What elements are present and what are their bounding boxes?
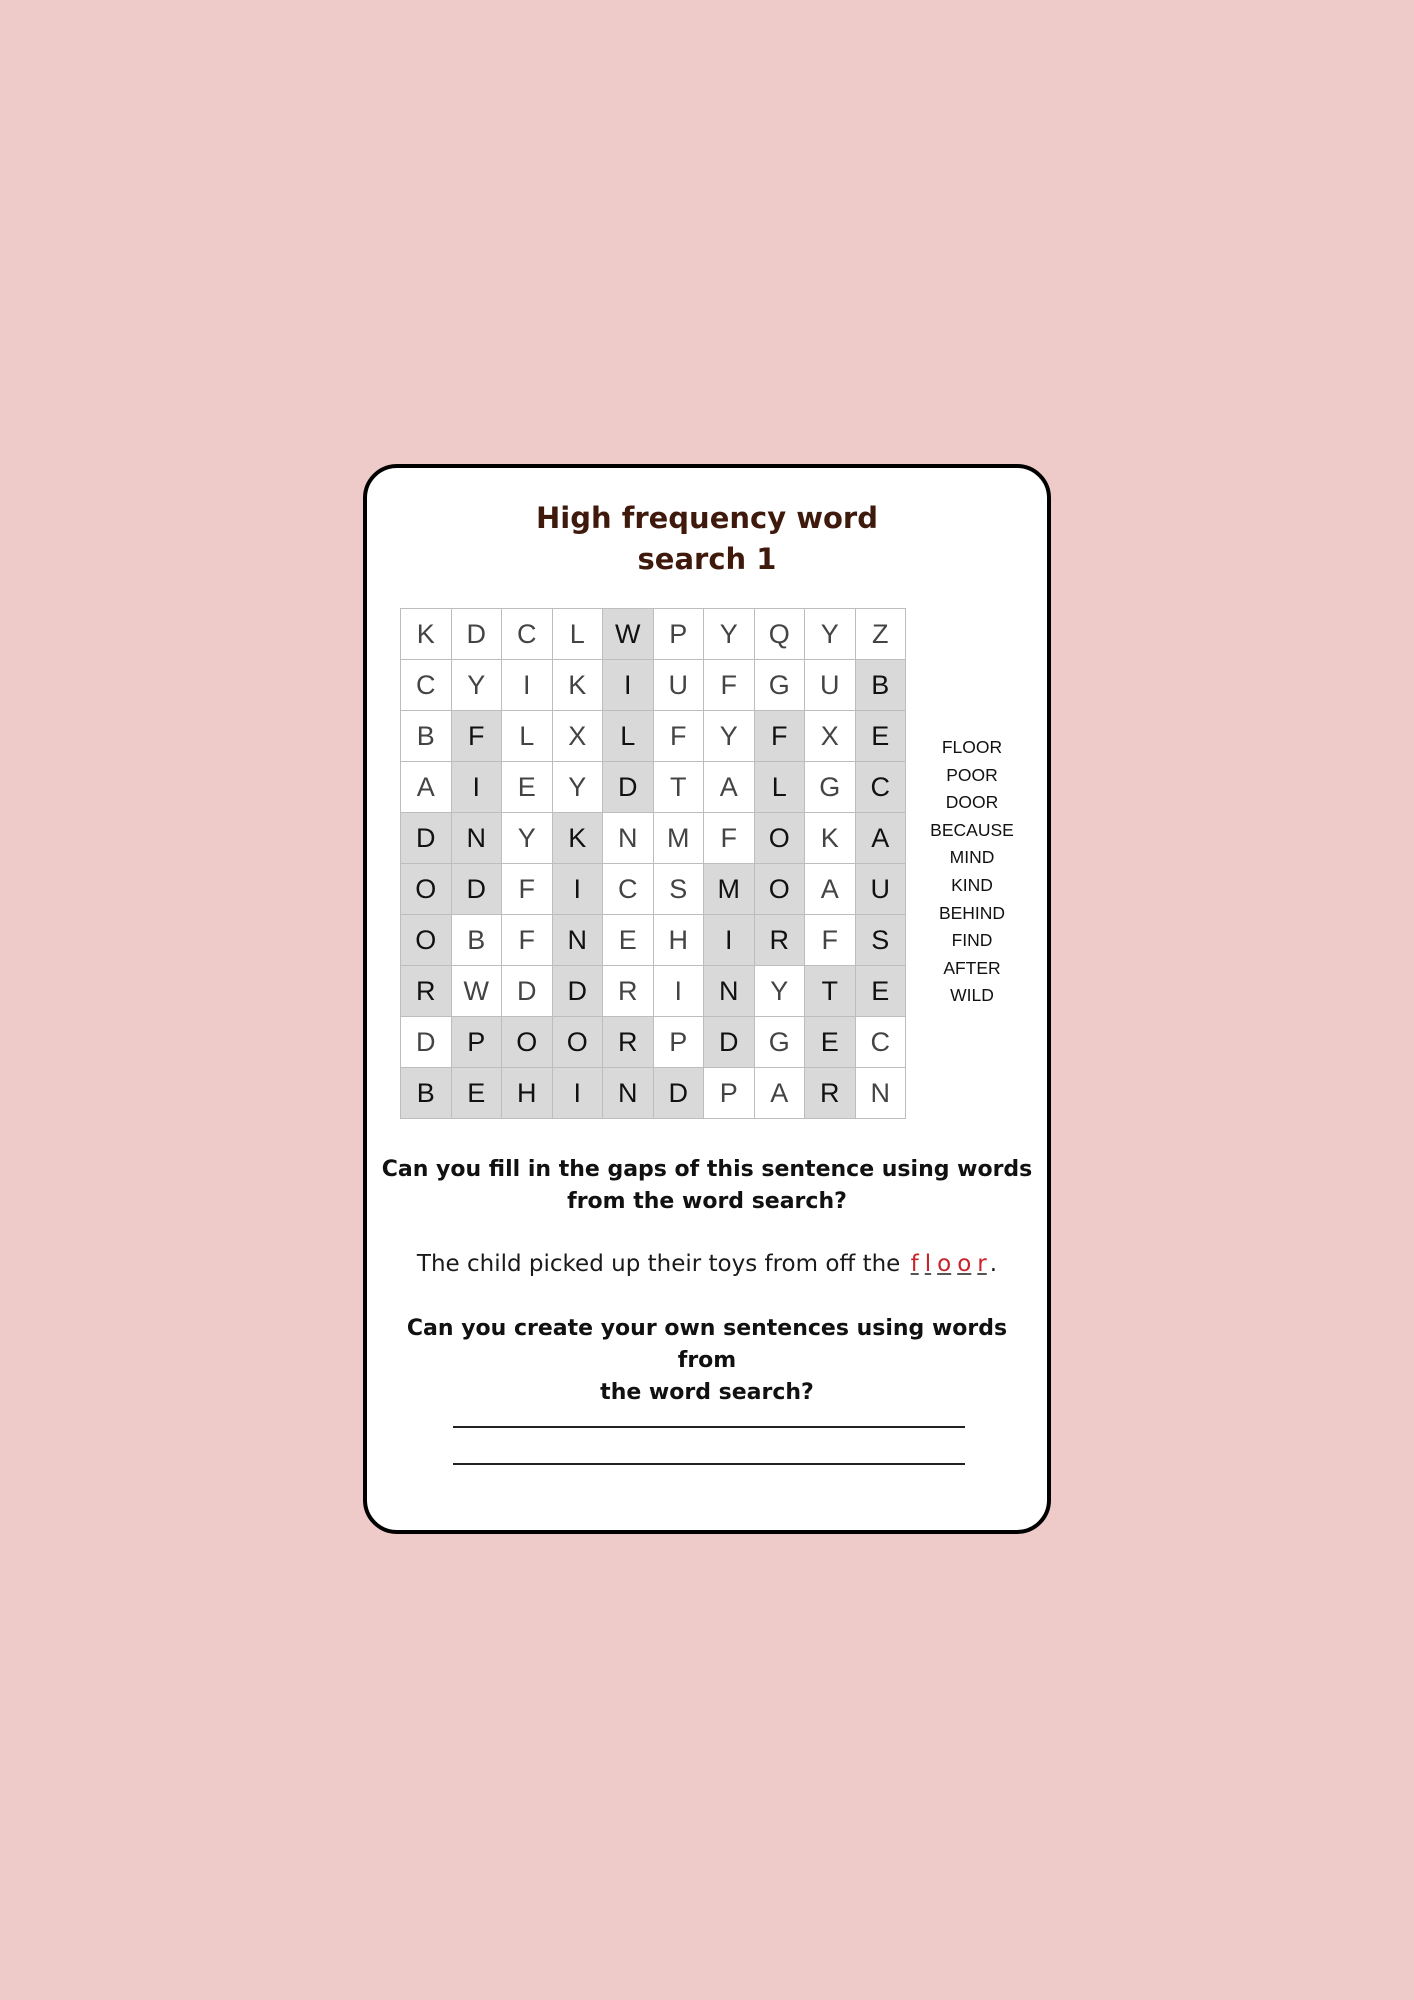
grid-cell-r1-c5[interactable]: U: [654, 660, 705, 711]
grid-cell-r7-c2[interactable]: D: [502, 966, 553, 1017]
grid-cell-r8-c1[interactable]: P: [452, 1017, 503, 1068]
grid-cell-r7-c0[interactable]: R: [401, 966, 452, 1017]
grid-cell-r6-c0[interactable]: O: [401, 915, 452, 966]
grid-cell-r3-c3[interactable]: Y: [553, 762, 604, 813]
grid-cell-r0-c9[interactable]: Z: [856, 609, 907, 660]
grid-cell-r3-c4[interactable]: D: [603, 762, 654, 813]
question1-line-2: from the word search?: [567, 1189, 847, 1214]
grid-cell-r3-c5[interactable]: T: [654, 762, 705, 813]
grid-cell-r9-c9[interactable]: N: [856, 1068, 907, 1119]
grid-cell-r7-c7[interactable]: Y: [755, 966, 806, 1017]
grid-cell-r9-c8[interactable]: R: [805, 1068, 856, 1119]
answer-letter: r: [977, 1251, 987, 1277]
grid-cell-r0-c0[interactable]: K: [401, 609, 452, 660]
grid-cell-r5-c8[interactable]: A: [805, 864, 856, 915]
grid-cell-r4-c9[interactable]: A: [856, 813, 907, 864]
answer-letter: o: [957, 1251, 972, 1277]
grid-cell-r3-c7[interactable]: L: [755, 762, 806, 813]
grid-cell-r1-c4[interactable]: I: [603, 660, 654, 711]
grid-cell-r6-c1[interactable]: B: [452, 915, 503, 966]
grid-cell-r8-c2[interactable]: O: [502, 1017, 553, 1068]
grid-cell-r9-c3[interactable]: I: [553, 1068, 604, 1119]
grid-cell-r3-c8[interactable]: G: [805, 762, 856, 813]
grid-cell-r2-c4[interactable]: L: [603, 711, 654, 762]
grid-cell-r0-c7[interactable]: Q: [755, 609, 806, 660]
grid-cell-r4-c1[interactable]: N: [452, 813, 503, 864]
word-list-item: BEHIND: [938, 902, 1006, 923]
word-list-item: KIND: [951, 874, 993, 895]
grid-cell-r0-c3[interactable]: L: [553, 609, 604, 660]
grid-cell-r0-c1[interactable]: D: [452, 609, 503, 660]
worksheet-card: [363, 464, 1051, 1534]
word-list: [922, 734, 1022, 1010]
grid-cell-r1-c9[interactable]: B: [856, 660, 907, 711]
grid-cell-r6-c3[interactable]: N: [553, 915, 604, 966]
sentence-end: .: [989, 1251, 998, 1277]
word-list-item: FIND: [951, 930, 993, 951]
grid-cell-r8-c7[interactable]: G: [755, 1017, 806, 1068]
grid-cell-r2-c9[interactable]: E: [856, 711, 907, 762]
grid-cell-r3-c0[interactable]: A: [401, 762, 452, 813]
grid-cell-r5-c6[interactable]: M: [704, 864, 755, 915]
grid-cell-r7-c4[interactable]: R: [603, 966, 654, 1017]
grid-cell-r1-c0[interactable]: C: [401, 660, 452, 711]
word-list-item: BECAUSE: [930, 819, 1014, 840]
grid-cell-r5-c4[interactable]: C: [603, 864, 654, 915]
grid-cell-r6-c7[interactable]: R: [755, 915, 806, 966]
grid-cell-r8-c5[interactable]: P: [654, 1017, 705, 1068]
grid-cell-r6-c6[interactable]: I: [704, 915, 755, 966]
answer-letter: f: [910, 1251, 919, 1277]
grid-cell-r9-c5[interactable]: D: [654, 1068, 705, 1119]
grid-cell-r5-c7[interactable]: O: [755, 864, 806, 915]
grid-cell-r2-c3[interactable]: X: [553, 711, 604, 762]
word-list-item: FLOOR: [941, 737, 1003, 757]
grid-cell-r0-c2[interactable]: C: [502, 609, 553, 660]
grid-cell-r4-c6[interactable]: F: [704, 813, 755, 864]
grid-cell-r6-c9[interactable]: S: [856, 915, 907, 966]
grid-cell-r2-c5[interactable]: F: [654, 711, 705, 762]
grid-cell-r7-c3[interactable]: D: [553, 966, 604, 1017]
grid-cell-r4-c3[interactable]: K: [553, 813, 604, 864]
grid-cell-r8-c3[interactable]: O: [553, 1017, 604, 1068]
grid-cell-r4-c2[interactable]: Y: [502, 813, 553, 864]
grid-cell-r8-c9[interactable]: C: [856, 1017, 907, 1068]
worksheet-title: [367, 498, 1047, 580]
grid-cell-r2-c0[interactable]: B: [401, 711, 452, 762]
grid-cell-r2-c2[interactable]: L: [502, 711, 553, 762]
grid-cell-r7-c5[interactable]: I: [654, 966, 705, 1017]
grid-cell-r4-c0[interactable]: D: [401, 813, 452, 864]
grid-cell-r7-c1[interactable]: W: [452, 966, 503, 1017]
answer-word: [908, 1251, 990, 1277]
grid-cell-r9-c4[interactable]: N: [603, 1068, 654, 1119]
grid-cell-r1-c7[interactable]: G: [755, 660, 806, 711]
grid-cell-r9-c2[interactable]: H: [502, 1068, 553, 1119]
grid-cell-r5-c5[interactable]: S: [654, 864, 705, 915]
grid-cell-r9-c6[interactable]: P: [704, 1068, 755, 1119]
grid-cell-r4-c7[interactable]: O: [755, 813, 806, 864]
answer-letter: l: [924, 1251, 932, 1277]
grid-cell-r6-c4[interactable]: E: [603, 915, 654, 966]
grid-cell-r4-c4[interactable]: N: [603, 813, 654, 864]
grid-cell-r1-c3[interactable]: K: [553, 660, 604, 711]
gap-sentence: [367, 1251, 1047, 1277]
word-list-item: POOR: [946, 764, 998, 785]
grid-cell-r4-c8[interactable]: K: [805, 813, 856, 864]
grid-cell-r8-c6[interactable]: D: [704, 1017, 755, 1068]
grid-cell-r6-c5[interactable]: H: [654, 915, 705, 966]
question2-line-2: the word search?: [600, 1380, 814, 1405]
word-list-item: DOOR: [945, 792, 999, 813]
grid-cell-r1-c8[interactable]: U: [805, 660, 856, 711]
grid-cell-r2-c1[interactable]: F: [452, 711, 503, 762]
grid-cell-r6-c8[interactable]: F: [805, 915, 856, 966]
writing-line-2[interactable]: [453, 1463, 965, 1465]
grid-cell-r1-c2[interactable]: I: [502, 660, 553, 711]
grid-cell-r9-c7[interactable]: A: [755, 1068, 806, 1119]
grid-cell-r7-c8[interactable]: T: [805, 966, 856, 1017]
grid-cell-r5-c1[interactable]: D: [452, 864, 503, 915]
grid-cell-r9-c0[interactable]: B: [401, 1068, 452, 1119]
grid-cell-r3-c2[interactable]: E: [502, 762, 553, 813]
grid-cell-r2-c8[interactable]: X: [805, 711, 856, 762]
grid-cell-r0-c4[interactable]: W: [603, 609, 654, 660]
grid-cell-r5-c3[interactable]: I: [553, 864, 604, 915]
grid-cell-r6-c2[interactable]: F: [502, 915, 553, 966]
grid-cell-r3-c6[interactable]: A: [704, 762, 755, 813]
grid-cell-r7-c9[interactable]: E: [856, 966, 907, 1017]
sentence-text: The child picked up their toys from off the: [416, 1251, 901, 1277]
fill-gaps-question: [377, 1154, 1037, 1218]
grid-cell-r7-c6[interactable]: N: [704, 966, 755, 1017]
grid-cell-r0-c8[interactable]: Y: [805, 609, 856, 660]
grid-cell-r3-c1[interactable]: I: [452, 762, 503, 813]
grid-cell-r5-c2[interactable]: F: [502, 864, 553, 915]
grid-cell-r2-c7[interactable]: F: [755, 711, 806, 762]
grid-cell-r1-c1[interactable]: Y: [452, 660, 503, 711]
grid-cell-r5-c9[interactable]: U: [856, 864, 907, 915]
answer-letter: o: [937, 1251, 952, 1277]
grid-cell-r0-c5[interactable]: P: [654, 609, 705, 660]
grid-cell-r4-c5[interactable]: M: [654, 813, 705, 864]
grid-cell-r0-c6[interactable]: Y: [704, 609, 755, 660]
create-sentences-question: [377, 1313, 1037, 1409]
grid-cell-r1-c6[interactable]: F: [704, 660, 755, 711]
grid-cell-r8-c0[interactable]: D: [401, 1017, 452, 1068]
writing-line-1[interactable]: [453, 1426, 965, 1428]
grid-cell-r2-c6[interactable]: Y: [704, 711, 755, 762]
grid-cell-r8-c8[interactable]: E: [805, 1017, 856, 1068]
grid-cell-r3-c9[interactable]: C: [856, 762, 907, 813]
question2-line-1: Can you create your own sentences using words from: [406, 1316, 1008, 1373]
word-list-item: AFTER: [943, 957, 1001, 978]
question1-line-1: Can you fill in the gaps of this sentence using words: [381, 1157, 1033, 1182]
title-line-1: High frequency word: [536, 501, 878, 535]
word-list-item: WILD: [950, 985, 994, 1006]
word-list-item: MIND: [949, 847, 995, 868]
title-line-2: search 1: [637, 542, 777, 576]
word-search-grid: [400, 608, 906, 1119]
grid-cell-r5-c0[interactable]: O: [401, 864, 452, 915]
grid-cell-r9-c1[interactable]: E: [452, 1068, 503, 1119]
grid-cell-r8-c4[interactable]: R: [603, 1017, 654, 1068]
